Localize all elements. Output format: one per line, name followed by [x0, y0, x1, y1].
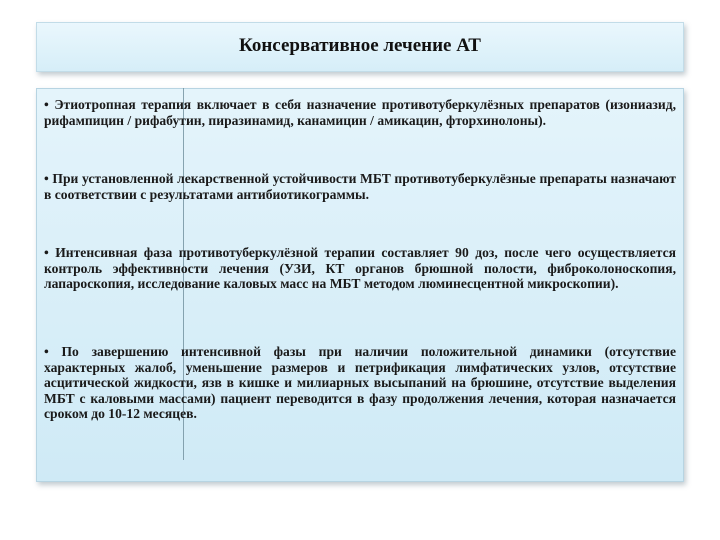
paragraph-drug-resistance: • При установленной лекарственной устойчивости МБТ противотуберкулёзные препараты назначают в соответствии с результатами антибиотикограммы. — [44, 171, 676, 202]
title-box — [36, 22, 684, 72]
slide-title: Консервативное лечение АТ — [239, 35, 481, 56]
paragraph-continuation-phase: • По завершению интенсивной фазы при наличии положительной динамики (отсутствие характерных жалоб, уменьшение размеров и петрификация лимфатических узлов, отсутствие асцитической жидкости, язв в кишке и милиарных высыпаний на брюшине, отсутствие выделения МБТ с каловыми массами) пациент переводится в фазу продолжения лечения, которая назначается сроком до 10-12 месяцев. — [44, 344, 676, 422]
paragraph-intensive-phase: • Интенсивная фаза противотуберкулёзной терапии составляет 90 доз, после чего осуществляется контроль эффективности лечения (УЗИ, КТ органов брюшной полости, фиброколоноскопия, лапароскопия, исследование каловых масс на МБТ методом люминесцентной микроскопии). — [44, 245, 676, 292]
paragraph-etiotropic-therapy: • Этиотропная терапия включает в себя назначение противотуберкулёзных препаратов (изониазид, рифампицин / рифабутин, пиразинамид, канамицин / амикацин, фторхинолоны). — [44, 97, 676, 128]
